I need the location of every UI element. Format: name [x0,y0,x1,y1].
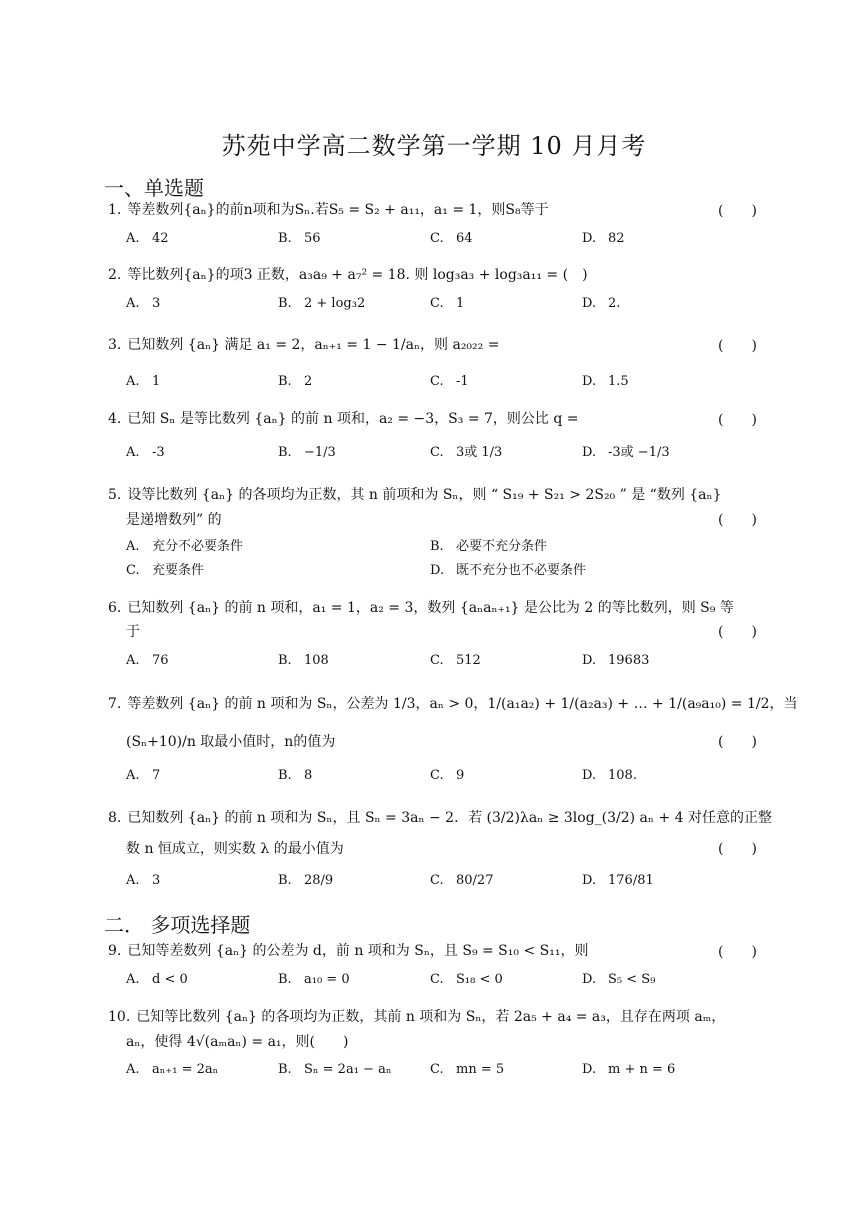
option-a: A. 42 [126,231,169,246]
option-d: D. 176/81 [582,873,654,888]
question-text-continued: 数 n 恒成立，则实数 λ 的最小值为 [126,841,344,857]
option-d: D. 82 [582,231,625,246]
question-text: 等比数列{aₙ}的项3 正数，a₃a₉ + a₇² = 18. 则 log₃a₃ + log₃a₁₁ = ( ) [127,267,588,283]
question-text-continued: aₙ，使得 4√(aₘaₙ) = a₁，则( ) [126,1034,349,1050]
question-text: 等差数列 {aₙ} 的前 n 项和为 Sₙ，公差为 1/3，aₙ > 0，1/(a₁a₂) + 1/(a₂a₃) + … + 1/(a₉a₁₀) = 1/2，当 [127,696,798,712]
option-a: A. 3 [126,873,161,888]
option-b: B. 2 + log₃2 [278,296,366,311]
options-row [126,649,746,673]
option-a: A. aₙ₊₁ = 2aₙ [126,1062,219,1077]
options-row [126,1058,746,1082]
question-2 [108,264,768,286]
option-b: B. −1/3 [278,445,336,460]
option-a: A. 1 [126,374,161,389]
option-d: D. S₅ < S₉ [582,972,656,987]
option-a: A. d < 0 [126,972,188,987]
option-d: D. 1.5 [582,374,629,389]
option-d: D. m + n = 6 [582,1062,676,1077]
option-d: D. -3或 −1/3 [582,445,670,460]
option-c: C. S₁₈ < 0 [430,972,503,987]
option-a: A. 7 [126,768,161,783]
options-row [126,559,746,583]
answer-blank: ( ) [718,412,757,428]
question-1 [108,199,768,221]
question-number: 5. [108,487,122,503]
question-text: 已知数列 {aₙ} 的前 n 项和，a₁ = 1，a₂ = 3，数列 {aₙaₙ₊₁} 是公比为 2 的等比数列，则 S₉ 等 [127,600,734,616]
question-10 [108,1006,768,1028]
question-9 [108,940,768,962]
question-text: 已知等比数列 {aₙ} 的各项均为正数，其前 n 项和为 Sₙ，若 2a₅ + a₄ = a₃，且存在两项 aₘ， [136,1009,726,1025]
question-3 [108,334,768,356]
answer-blank: ( ) [718,338,757,354]
option-b: B. 2 [278,374,313,389]
answer-blank: ( ) [718,841,757,857]
options-row [126,869,746,893]
answer-blank: ( ) [718,512,757,528]
option-b: B. 28/9 [278,873,334,888]
question-number: 8. [108,810,122,826]
answer-blank: ( ) [718,944,757,960]
question-6 [108,597,768,619]
option-b: B. 8 [278,768,313,783]
question-number: 4. [108,411,122,427]
option-c: C. 512 [430,653,481,668]
option-b: B. 108 [278,653,329,668]
option-b: B. a₁₀ = 0 [278,972,350,987]
option-b: B. Sₙ = 2a₁ − aₙ [278,1062,392,1077]
question-text-continued: (Sₙ+10)/n 取最小值时，n的值为 [126,734,336,750]
option-c: C. 1 [430,296,465,311]
question-number: 2. [108,267,122,283]
question-number: 9. [108,943,122,959]
option-d: D. 既不充分也不必要条件 [430,563,587,578]
options-row [126,292,746,316]
question-text-continued: 是递增数列” 的 [126,512,222,528]
question-text: 已知等差数列 {aₙ} 的公差为 d，前 n 项和为 Sₙ，且 S₉ = S₁₀ < S₁₁，则 [127,943,589,959]
question-7 [108,693,798,715]
option-a: A. 3 [126,296,161,311]
question-number: 3. [108,337,122,353]
question-text: 设等比数列 {aₙ} 的各项均为正数，其 n 前项和为 Sₙ，则 “ S₁₉ + S₂₁ > 2S₂₀ ” 是 “数列 {aₙ} [127,487,722,503]
question-number: 1. [108,202,122,218]
option-c: C. 64 [430,231,473,246]
option-c: C. 9 [430,768,465,783]
question-text: 等差数列{aₙ}的前n项和为Sₙ.若S₅ = S₂ + a₁₁，a₁ = 1，则S₈等于 [127,202,549,218]
option-b: B. 56 [278,231,321,246]
option-c: C. 80/27 [430,873,494,888]
question-text: 已知 Sₙ 是等比数列 {aₙ} 的前 n 项和，a₂ = −3，S₃ = 7，则公比 q = [127,411,579,427]
option-d: D. 2. [582,296,621,311]
option-b: B. 必要不充分条件 [430,539,548,554]
question-number: 6. [108,600,122,616]
options-row [126,370,746,394]
option-c: C. -1 [430,374,469,389]
question-4 [108,408,768,430]
option-c: C. mn = 5 [430,1062,505,1077]
option-a: A. 76 [126,653,169,668]
options-row [126,227,746,251]
question-8 [108,807,772,829]
question-text: 已知数列 {aₙ} 的前 n 项和为 Sₙ，且 Sₙ = 3aₙ − 2．若 (3/2)λaₙ ≥ 3log_(3/2) aₙ + 4 对任意的正整 [127,810,772,826]
answer-blank: ( ) [718,624,757,640]
options-row [126,968,746,992]
section-heading-multiple-choice: 二． 多项选择题 [104,913,251,937]
question-5 [108,484,768,506]
option-a: A. -3 [126,445,165,460]
answer-blank: ( ) [718,203,757,219]
question-text-continued: 于 [126,624,140,640]
option-d: D. 19683 [582,653,650,668]
option-d: D. 108. [582,768,637,783]
exam-title: 苏苑中学高二数学第一学期 10 月月考 [221,132,647,160]
options-row [126,441,746,465]
question-number: 10. [108,1009,131,1025]
question-text: 已知数列 {aₙ} 满足 a₁ = 2，aₙ₊₁ = 1 − 1/aₙ，则 a₂₀₂₂ = [127,337,500,353]
option-c: C. 3或 1/3 [430,445,503,460]
option-a: A. 充分不必要条件 [126,539,244,554]
options-row [126,535,746,559]
options-row [126,764,746,788]
option-c: C. 充要条件 [126,563,205,578]
question-number: 7. [108,696,122,712]
answer-blank: ( ) [718,734,757,750]
section-heading-single-choice: 一、单选题 [104,176,204,200]
